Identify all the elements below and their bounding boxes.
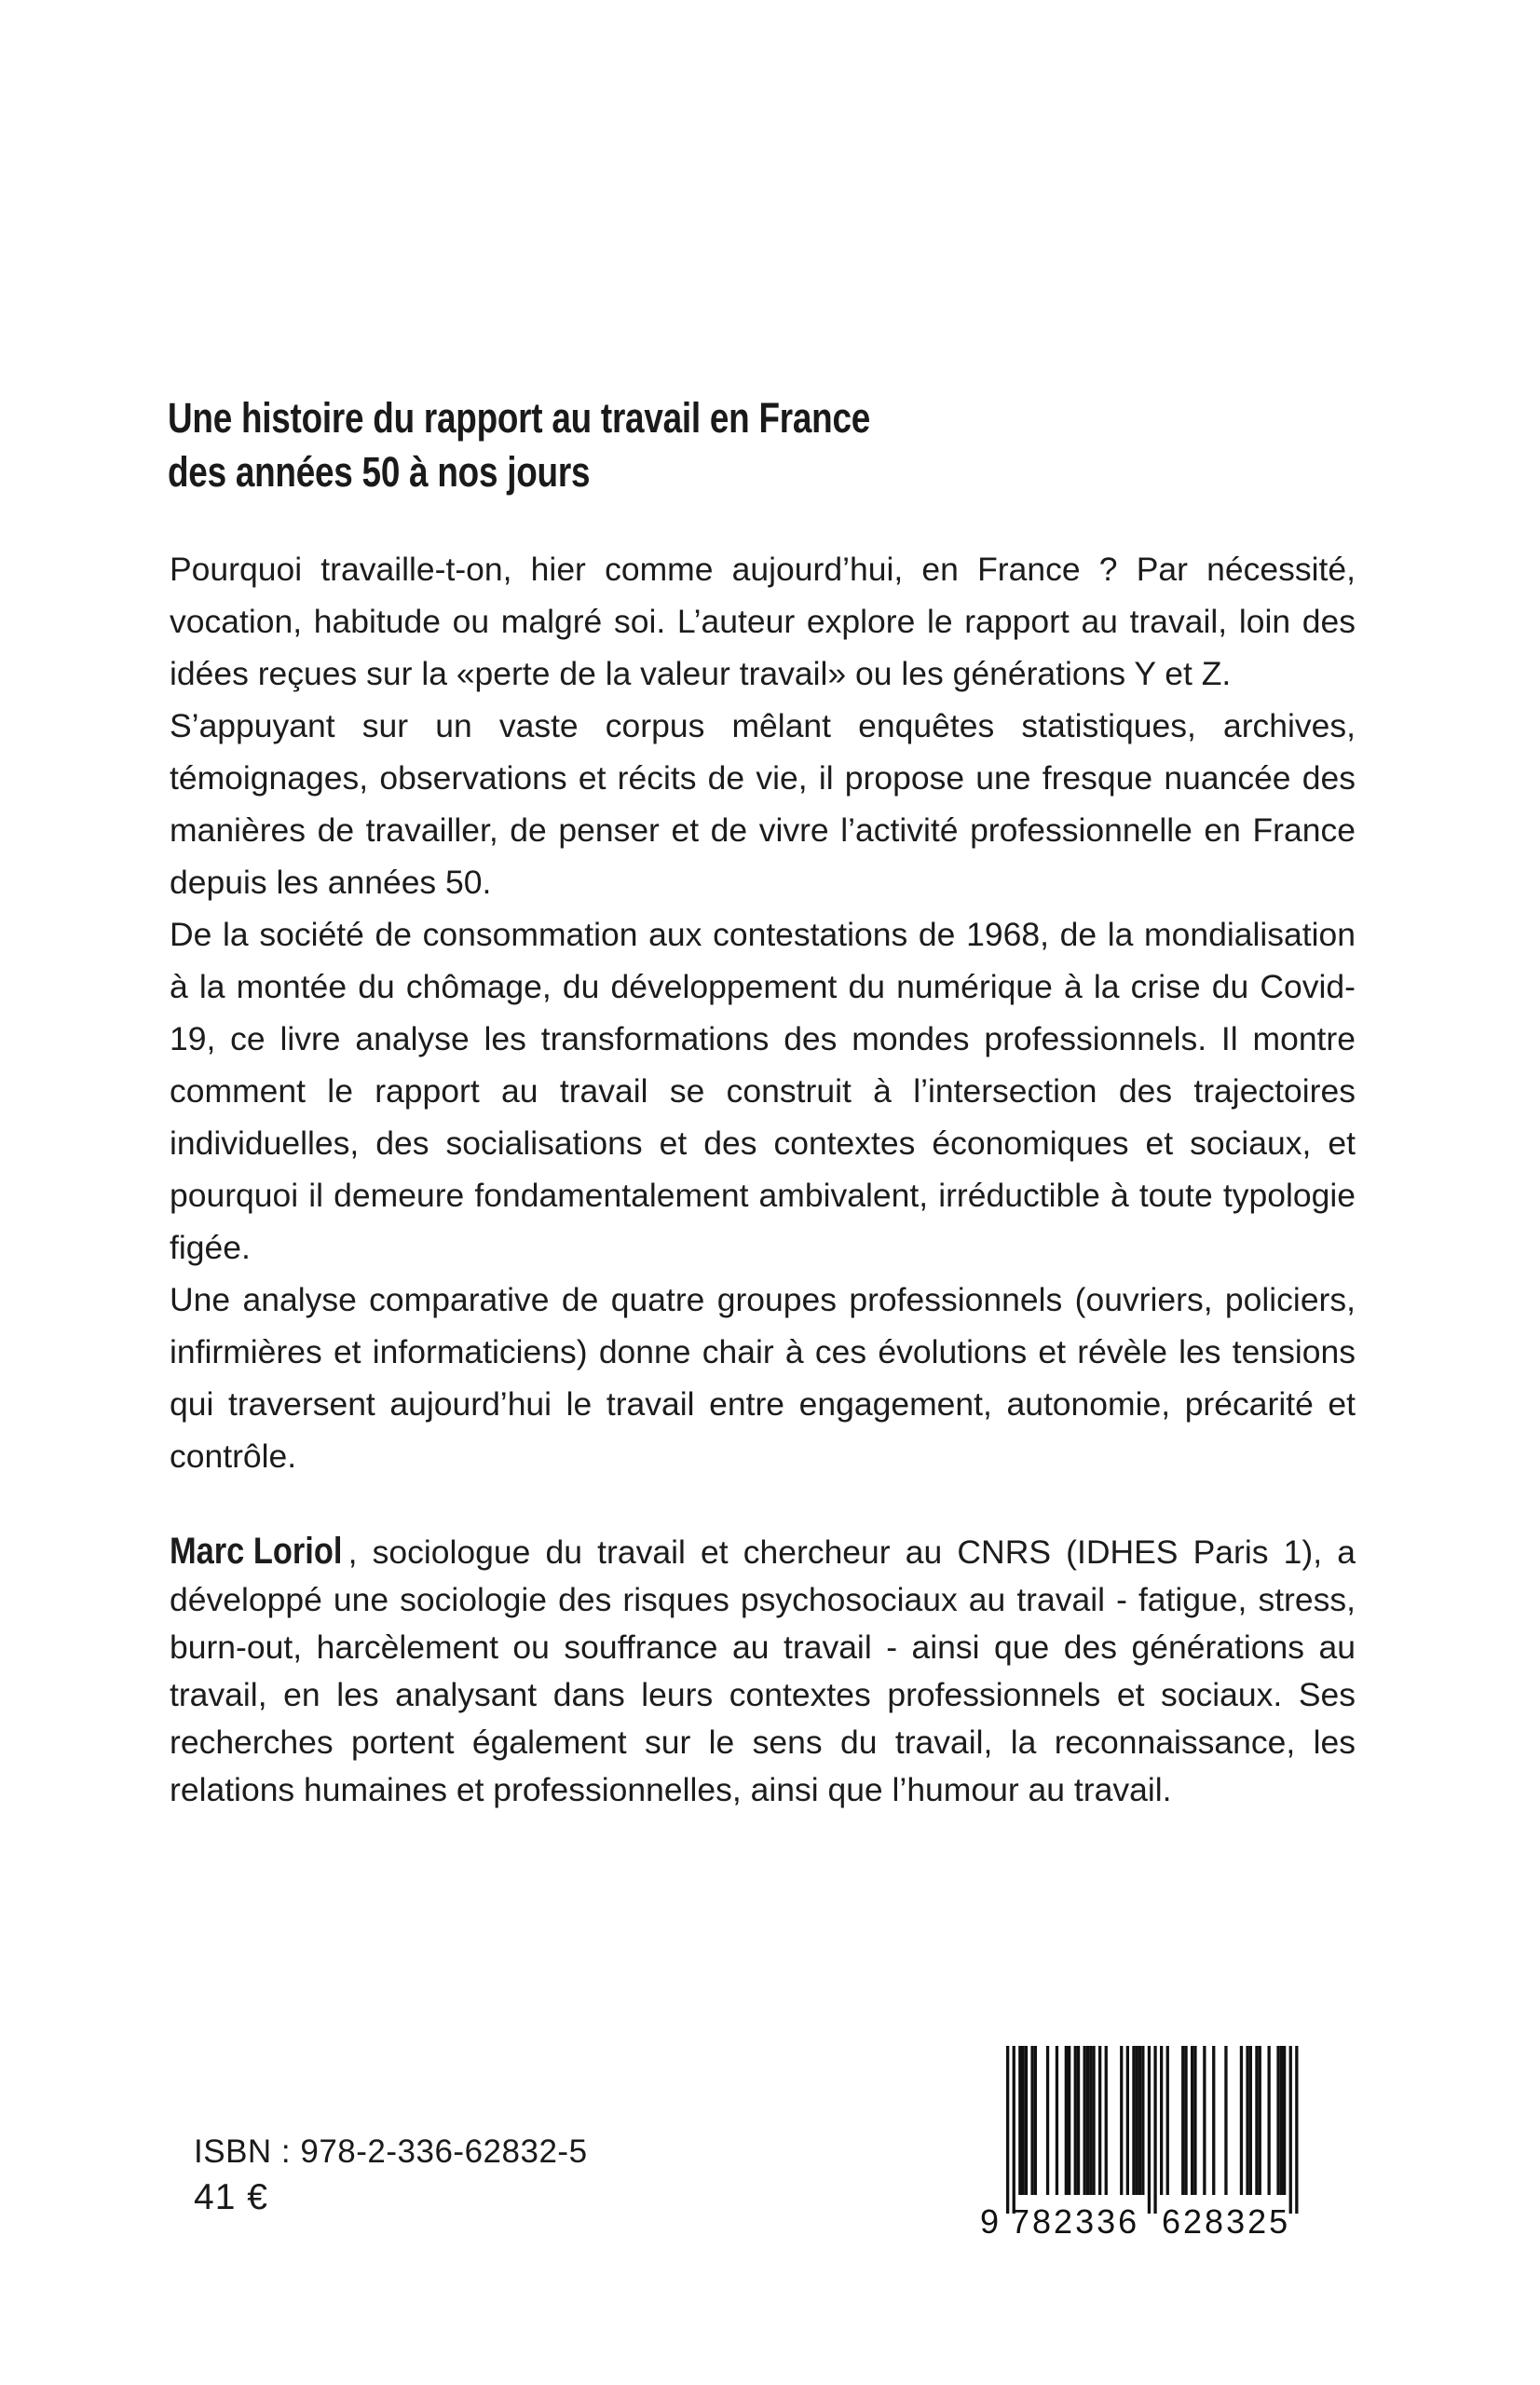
barcode-bar [1083,2046,1086,2195]
barcode-bar [1160,2046,1163,2195]
author-bio-text: , sociologue du travail et chercheur au CNRS (IDHES Paris 1), a développé une sociologie des risques psychosociaux au travail - fatigue, stress, burn-out, harcèlement ou souffrance au travail - ainsi que des générations au travail, en les analysant dans leurs contextes professionnels et sociaux. Ses recherches portent également sur le sens du travail, la reconnaissance, les relations humaines et professionnelles, ainsi que l’humour au travail. [170,1533,1356,1808]
barcode-bar [1120,2046,1123,2195]
description-paragraph-3: De la société de consommation aux contestations de 1968, de la mondialisation à la montée du chômage, du développement du numérique à la crise du Covid-19, ce livre analyse les transformations des mondes professionnels. Il montre comment le rapport au travail se construit à l’intersection des trajectoires individuelles, des socialisations et des contextes économiques et sociaux, et pourquoi il demeure fondamentalement ambivalent, irréductible à toute typologie figée. [170,916,1356,1266]
barcode-bar [1153,2046,1156,2214]
barcode-bar [1138,2046,1141,2195]
author-name: Marc Loriol [170,1531,343,1572]
barcode-bar [1141,2046,1144,2195]
barcode-bar [1013,2046,1015,2214]
description-paragraph-4: Une analyse comparative de quatre groupes professionnels (ouvriers, policiers, infirmières et informaticiens) donne chair à ces évolutions et révèle les tensions qui traversent aujourd’hui le travail entre engagement, autonomie, précarité et contrôle. [170,1281,1356,1475]
barcode-bar [1148,2046,1151,2214]
barcode-bar [1056,2046,1058,2195]
barcode-bar [1224,2046,1227,2195]
price-label: 41 € [194,2177,268,2217]
barcode-bar [1295,2046,1298,2214]
book-description [170,543,1356,1482]
barcode-bar [1086,2046,1089,2195]
barcode [971,2042,1325,2238]
barcode-bar [1046,2046,1049,2195]
title-line-1: Une histoire du rapport au travail en France [168,394,871,442]
author-bio [170,1528,1356,1814]
book-title [168,391,1161,499]
barcode-bar [1025,2046,1028,2195]
barcode-bar [1006,2046,1009,2214]
barcode-bar [1068,2046,1070,2195]
barcode-bar [1203,2046,1206,2195]
barcode-bar [1065,2046,1068,2195]
barcode-bar [1136,2046,1138,2195]
barcode-bar [1181,2046,1184,2195]
barcode-bar [1018,2046,1021,2195]
barcode-bar [1259,2046,1261,2195]
barcode-bar [1268,2046,1271,2195]
barcode-bar [1034,2046,1037,2195]
barcode-bar [1283,2046,1286,2195]
barcode-bar [1193,2046,1196,2195]
barcode-bar [1105,2046,1108,2195]
barcode-bar [1098,2046,1101,2195]
barcode-bar [1126,2046,1129,2195]
barcode-bar [1184,2046,1187,2195]
barcode-bar [1166,2046,1169,2195]
barcode-bar [1092,2046,1095,2195]
barcode-bar [1249,2046,1252,2195]
barcode-first-digit: 9 [980,2202,1000,2238]
description-paragraph-2: S’appuyant sur un vaste corpus mêlant enquêtes statistiques, archives, témoignages, observations et récits de vie, il propose une fresque nuancée des manières de travailler, de penser et de vivre l’activité professionnelle en France depuis les années 50. [170,707,1356,901]
barcode-bar [1276,2046,1279,2195]
barcode-bar [1074,2046,1077,2195]
title-line-2: des années 50 à nos jours [168,448,591,496]
barcode-bar [1030,2046,1033,2195]
barcode-bar [1246,2046,1248,2195]
barcode-bar [1077,2046,1080,2195]
barcode-bar [1289,2046,1292,2214]
barcode-bar [1132,2046,1135,2195]
barcode-bar [1089,2046,1092,2195]
barcode-bar [1255,2046,1258,2195]
barcode-left-digits: 782336 [1011,2202,1140,2238]
isbn-label: ISBN : 978-2-336-62832-5 [194,2133,588,2170]
barcode-bar [1240,2046,1243,2195]
barcode-bar [1280,2046,1283,2195]
barcode-bar [1212,2046,1215,2195]
barcode-bar [1022,2046,1025,2195]
barcode-bars [1006,2046,1299,2214]
barcode-bar [1191,2046,1193,2195]
description-paragraph-1: Pourquoi travaille-t-on, hier comme aujourd’hui, en France ? Par nécessité, vocation, habitude ou malgré soi. L’auteur explore le rapport au travail, loin des idées reçues sur la «perte de la valeur travail» ou les générations Y et Z. [170,551,1356,692]
barcode-right-digits: 628325 [1162,2202,1291,2238]
barcode-graphic [971,2042,1325,2238]
